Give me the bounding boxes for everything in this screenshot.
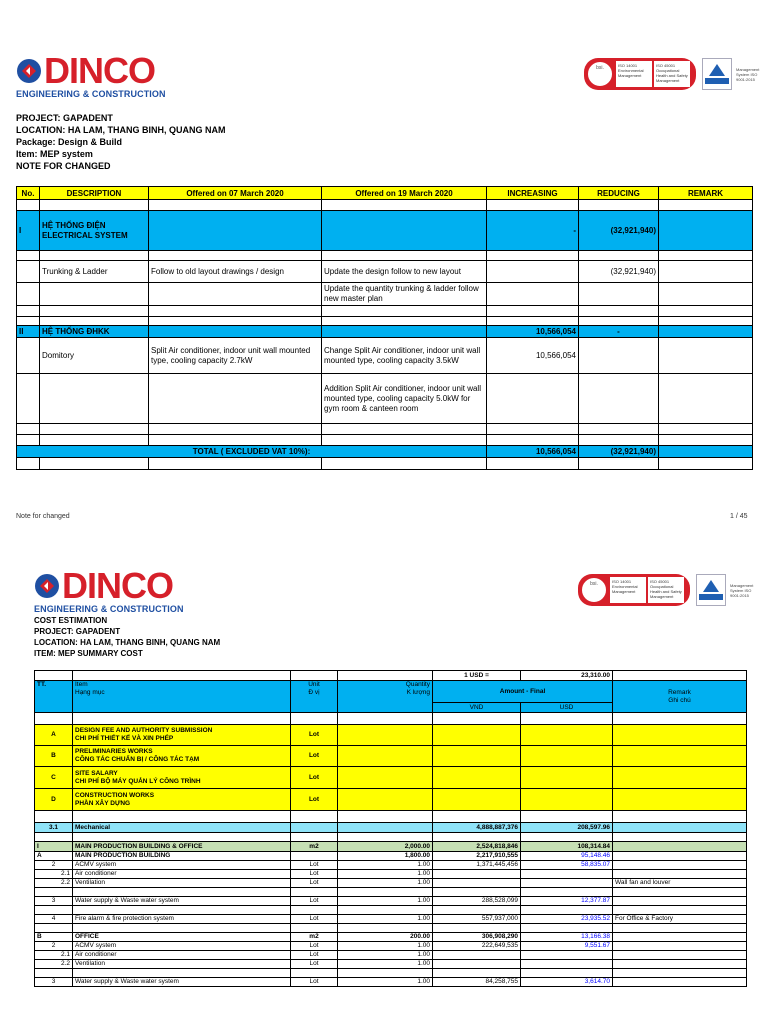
note-for-changed-table — [16, 186, 753, 470]
logo-tagline: ENGINEERING & CONSTRUCTION — [16, 89, 166, 99]
section-hvac: II HỆ THỐNG ĐHKK 10,566,054 - — [17, 326, 753, 338]
table-header-row — [17, 187, 753, 200]
section-electrical: I HỆ THỐNG ĐIỆN ELECTRICAL SYSTEM - (32,921,940) — [17, 211, 753, 251]
dinco-logo-icon — [34, 573, 60, 599]
cost-estimation-title: COST ESTIMATION — [34, 616, 108, 625]
col-no: No. — [17, 187, 40, 200]
table-row: Domitory Split Air conditioner, indoor unit wall mounted type, cooling capacity 2.7kW Change Split Air conditioner, indoor unit wall mounted type, cooling capacity 3.5kW 10,566,054 — [17, 338, 753, 374]
iso14001-block: ISO 14001 Environmental Management — [616, 61, 652, 87]
company-logo-2 — [34, 565, 184, 614]
page1-footer-right: 1 / 45 — [730, 513, 748, 520]
page2-header — [34, 615, 220, 659]
section-b-row: B OFFICE m2 200.00 306,908,290 13,166.38 — [35, 933, 747, 942]
table-row: D CONSTRUCTION WORKS PHẦN XÂY DỰNG Lot — [35, 789, 747, 811]
table-row: A DESIGN FEE AND AUTHORITY SUBMISSION CHI PHÍ THIẾT KẾ VÀ XIN PHÉP Lot — [35, 725, 747, 746]
mechanical-row: 3.1 Mechanical 4,888,887,376 208,597.96 — [35, 823, 747, 833]
col-offer1: Offered on 07 March 2020 — [149, 187, 322, 200]
table-row: 2 ACMV system Lot 1.00 222,649,535 9,551.67 — [35, 942, 747, 951]
company-logo — [16, 50, 166, 99]
col-increasing: INCREASING — [487, 187, 579, 200]
bsi-badge: bsi. — [580, 576, 608, 604]
section-a-row: A MAIN PRODUCTION BUILDING 1,800.00 2,217,910,555 95,148.46 — [35, 852, 747, 861]
logo-wordmark: DINCO — [62, 565, 173, 606]
table-row: 2.1 Air conditioner Lot 1.00 — [35, 870, 747, 879]
iso14001-block: ISO 14001 Environmental Management — [610, 577, 646, 603]
page1-header — [16, 112, 225, 172]
page1-footer-left: Note for changed — [16, 513, 70, 520]
dinco-logo-icon — [16, 58, 42, 84]
project-line: PROJECT: GAPADENT — [34, 627, 121, 636]
certification-badges — [584, 58, 768, 90]
col-description: DESCRIPTION — [40, 187, 149, 200]
mep-summary-table: 1 USD = 23,310.00 TT. Item Hạng mục Unit Đ vị Quantity K lượng Amount - Final Remark Ghi chú VND USD A DESIGN FEE AND AUTHORITY SUBMISSION CHI PHÍ THIẾT KẾ VÀ XIN PHÉP Lot B PRELIMINARIES WORKS CÔNG TÁC CHUẨN BỊ / CÔNG TÁC TẠM Lot C SITE SALARY CHI PHÍ BỘ MÁY QUẢN LÝ CÔNG TRÌNH Lot D CONSTRUCTION WORKS PHẦN XÂY DỰNG Lot 3.1 Mechanical 4,888,887,376 208,597.96 I MAIN PRODUCTION BUILDING & OFFICE m2 2,000.00 2,524,818,846 108,314.84 A MAIN PRODUCTION BUILDING 1,800.00 2,217,910,555 95,148.46 2 ACMV system Lot 1.00 1,371,445,456 58,835.07 2.1 Air conditioner Lot 1.00 2.2 Ventilation Lot 1.00 Wall fan and louver 3 Water supply & Waste water system Lot 1.00 288,528,099 12,377.87 4 Fire alarm & fire protection system Lot 1.00 557,937,000 23,935.52 For Office & Factory B OFFICE m2 200.00 306,908,290 13,166.38 2 ACMV system Lot 1.00 222,649,535 9,551.67 2.1 Air conditioner Lot 1.00 2.2 Ventilation Lot 1.00 3 Water supply & Waste water system Lot 1.00 84,258,755 3,614.70 — [34, 670, 747, 987]
package-line: Package: Design & Build — [16, 137, 123, 147]
header-row: TT. Item Hạng mục Unit Đ vị Quantity K lượng Amount - Final Remark Ghi chú — [35, 681, 747, 703]
col-offer2: Offered on 19 March 2020 — [322, 187, 487, 200]
location-line: LOCATION: HA LAM, THANG BINH, QUANG NAM — [16, 125, 226, 135]
logo-wordmark: DINCO — [44, 50, 155, 91]
main-building-row: I MAIN PRODUCTION BUILDING & OFFICE m2 2,000.00 2,524,818,846 108,314.84 — [35, 842, 747, 852]
project-line: PROJECT: GAPADENT — [16, 113, 113, 123]
col-remark: REMARK — [659, 187, 753, 200]
tuv-note: Management System ISO 9001:2015 — [736, 66, 760, 82]
tuv-badge-icon — [702, 58, 732, 90]
table-row: 2.2 Ventilation Lot 1.00 Wall fan and louver — [35, 879, 747, 888]
table-row: 3 Water supply & Waste water system Lot 1.00 288,528,099 12,377.87 — [35, 897, 747, 906]
bsi-badge: bsi. — [586, 60, 614, 88]
total-row: TOTAL ( EXCLUDED VAT 10%): 10,566,054 (32,921,940) — [17, 446, 753, 458]
table-row: 4 Fire alarm & fire protection system Lot 1.00 557,937,000 23,935.52 For Office & Factory — [35, 915, 747, 924]
table-row: Trunking & Ladder Follow to old layout drawings / design Update the design follow to new layout (32,921,940) — [17, 261, 753, 283]
table-row: 2.1 Air conditioner Lot 1.00 — [35, 951, 747, 960]
certification-badges-2 — [578, 574, 764, 606]
iso45001-block: ISO 45001 Occupational Health and Safety Management — [654, 61, 690, 87]
item-line: Item: MEP system — [16, 149, 93, 159]
table-row: 3 Water supply & Waste water system Lot 1.00 84,258,755 3,614.70 — [35, 978, 747, 987]
iso45001-block: ISO 45001 Occupational Health and Safety Management — [648, 577, 684, 603]
table-row: C SITE SALARY CHI PHÍ BỘ MÁY QUẢN LÝ CÔNG TRÌNH Lot — [35, 767, 747, 789]
table-row: 2 ACMV system Lot 1.00 1,371,445,456 58,835.07 — [35, 861, 747, 870]
table-row: B PRELIMINARIES WORKS CÔNG TÁC CHUẨN BỊ / CÔNG TÁC TẠM Lot — [35, 746, 747, 767]
item-line: ITEM: MEP SUMMARY COST — [34, 649, 143, 658]
table-row: Update the quantity trunking & ladder follow new master plan — [17, 283, 753, 306]
table-row: 2.2 Ventilation Lot 1.00 — [35, 960, 747, 969]
logo-tagline: ENGINEERING & CONSTRUCTION — [34, 604, 184, 614]
tuv-badge-icon — [696, 574, 726, 606]
rate-row: 1 USD = 23,310.00 — [35, 671, 747, 681]
note-line: NOTE FOR CHANGED — [16, 161, 111, 171]
location-line: LOCATION: HA LAM, THANG BINH, QUANG NAM — [34, 638, 221, 647]
table-row: Addition Split Air conditioner, indoor unit wall mounted type, cooling capacity 5.0kW for gym room & canteen room — [17, 374, 753, 424]
col-reducing: REDUCING — [579, 187, 659, 200]
tuv-note: Management System ISO 9001:2015 — [730, 582, 754, 598]
